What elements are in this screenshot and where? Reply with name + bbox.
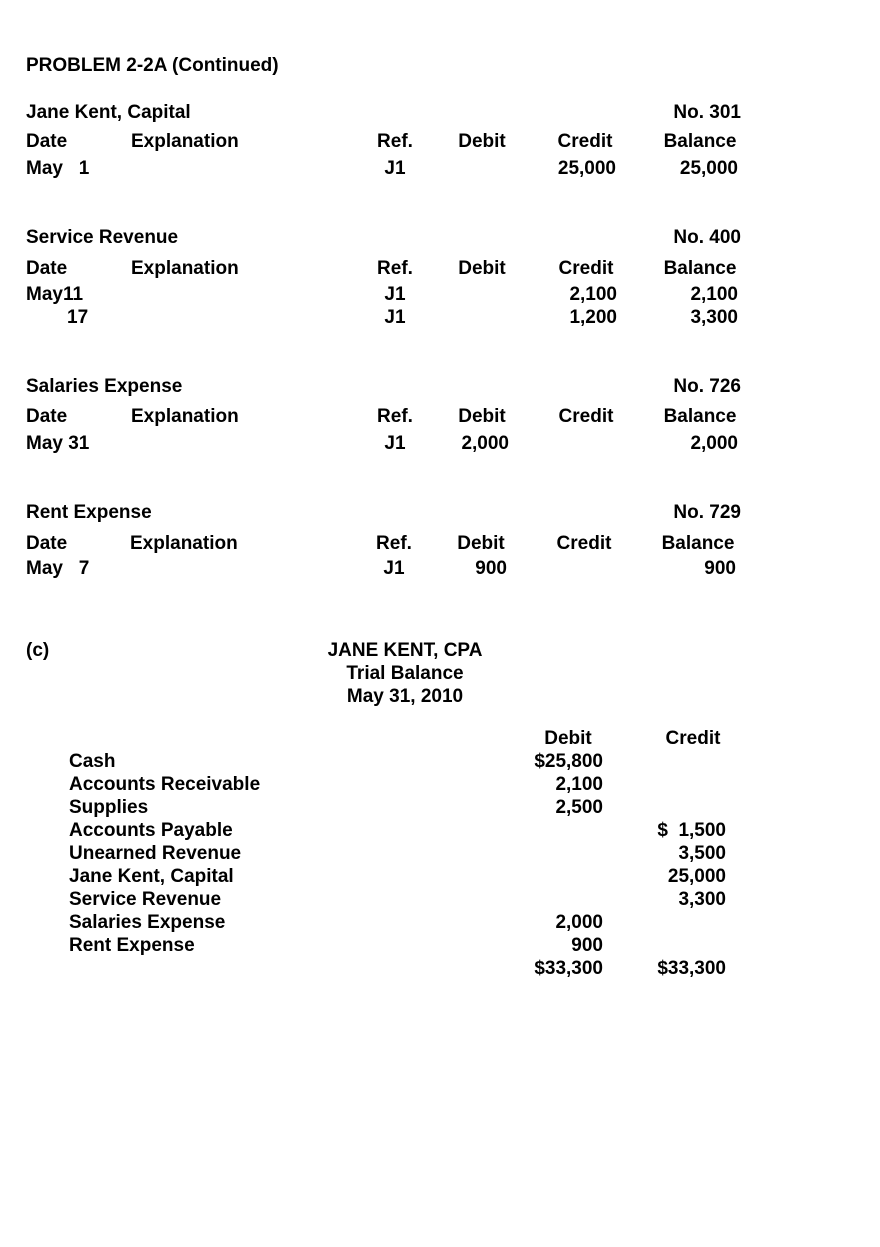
statement-title: Trial Balance [346,663,464,684]
tb-account-line [69,844,509,863]
row-date: 17 [67,307,89,328]
tb-account-name: Jane Kent, Capital [69,867,234,886]
tb-account-name: Unearned Revenue [69,844,242,863]
row-credit: 2,100 [569,284,617,305]
row-ref: J1 [384,284,406,305]
tb-debit: 2,100 [555,774,603,795]
account-name: Service Revenue [26,227,179,248]
account-number: No. 301 [673,102,741,123]
account-number: No. 729 [673,502,741,523]
header-balance: Balance [663,406,737,427]
header-debit: Debit [457,533,505,554]
tb-account-name: Accounts Receivable [69,775,261,794]
header-date: Date [26,406,68,427]
account-name: Jane Kent, Capital [26,102,191,123]
account-name: Salaries Expense [26,376,183,397]
tb-debit: 900 [571,935,603,956]
header-credit: Credit [557,131,613,152]
row-credit: 25,000 [557,158,616,179]
header-explanation: Explanation [131,406,239,427]
row-ref: J1 [383,558,405,579]
row-debit: 900 [475,558,507,579]
tb-account-line [69,798,509,817]
tb-debit: 2,500 [555,797,603,818]
header-debit: Debit [458,406,506,427]
tb-credit-header: Credit [665,728,721,749]
tb-account-line [69,890,509,909]
row-balance: 2,100 [690,284,738,305]
header-explanation: Explanation [131,258,239,279]
row-date: May 1 [26,158,90,179]
tb-debit-header: Debit [544,728,592,749]
header-explanation: Explanation [130,533,238,554]
tb-account-name: Service Revenue [69,890,222,909]
part-label: (c) [26,640,50,661]
header-credit: Credit [558,258,614,279]
page-title: PROBLEM 2-2A (Continued) [26,55,279,76]
tb-account-line [69,821,509,840]
header-date: Date [26,131,68,152]
tb-debit: $25,800 [534,751,603,772]
tb-account-name: Supplies [69,798,149,817]
tb-account-line [69,867,509,886]
tb-account-name: Salaries Expense [69,913,226,932]
row-balance: 900 [704,558,736,579]
tb-account-line [69,936,509,955]
tb-account-name: Cash [69,752,116,771]
account-name: Rent Expense [26,502,152,523]
header-credit: Credit [556,533,612,554]
tb-credit: 25,000 [667,866,726,887]
header-date: Date [26,533,68,554]
row-balance: 3,300 [690,307,738,328]
account-number: No. 400 [673,227,741,248]
tb-account-line [69,913,509,932]
tb-debit: 2,000 [555,912,603,933]
tb-total-debit: $33,300 [534,958,603,979]
header-date: Date [26,258,68,279]
row-ref: J1 [384,307,406,328]
row-date: May 7 [26,558,90,579]
header-ref: Ref. [377,406,413,427]
header-debit: Debit [458,258,506,279]
tb-account-name: Accounts Payable [69,821,233,840]
row-credit: 1,200 [569,307,617,328]
row-ref: J1 [384,158,406,179]
header-ref: Ref. [376,533,412,554]
account-number: No. 726 [673,376,741,397]
tb-account-name: Rent Expense [69,936,195,955]
tb-credit: 3,300 [678,889,726,910]
header-credit: Credit [558,406,614,427]
company-name: JANE KENT, CPA [327,640,483,661]
header-ref: Ref. [377,258,413,279]
row-balance: 2,000 [690,433,738,454]
row-ref: J1 [384,433,406,454]
statement-date: May 31, 2010 [346,686,464,707]
tb-account-line [69,752,509,771]
row-balance: 25,000 [679,158,738,179]
header-ref: Ref. [377,131,413,152]
row-date: May 31 [26,433,90,454]
tb-total-credit: $33,300 [657,958,726,979]
header-balance: Balance [663,131,737,152]
header-balance: Balance [661,533,735,554]
tb-credit: 3,500 [678,843,726,864]
header-explanation: Explanation [131,131,239,152]
tb-account-line [69,775,509,794]
tb-credit: $ 1,500 [657,820,726,841]
row-debit: 2,000 [461,433,509,454]
header-debit: Debit [458,131,506,152]
row-date: May11 [26,284,84,305]
header-balance: Balance [663,258,737,279]
